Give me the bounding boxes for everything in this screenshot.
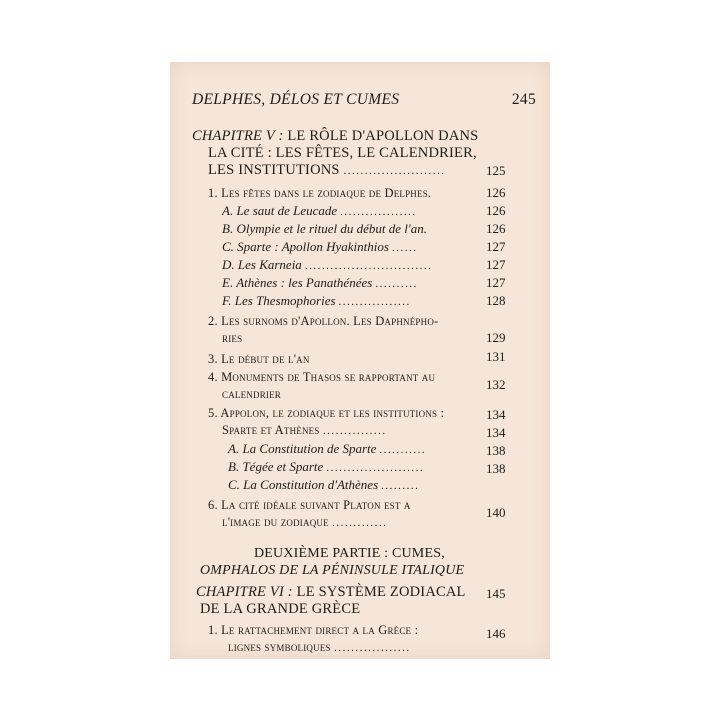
book-page	[170, 62, 550, 659]
toc-entry-1-page: 126	[486, 185, 506, 200]
toc-entry-6-page: 140	[486, 505, 506, 520]
toc-entry-1a-text: A. Le saut de Leucade	[222, 203, 338, 218]
toc-entry-1c-page: 127	[486, 239, 506, 254]
toc-entry-4: 4. Monuments de Thasos se rapportant au	[208, 370, 436, 384]
toc-entry-1c-text: C. Sparte : Apollon Hyakinthios	[222, 239, 389, 254]
part-2-line-2: OMPHALOS DE LA PÉNINSULE ITALIQUE	[200, 563, 465, 578]
toc-entry-5a	[228, 441, 426, 458]
toc-entry-1d	[222, 257, 433, 274]
chapter-5-line-3-text: LES INSTITUTIONS	[208, 162, 340, 178]
running-header	[192, 91, 536, 109]
leader-dots: ......	[392, 242, 418, 254]
leader-dots: .............	[332, 517, 388, 529]
toc-entry-1: 1. Les fêtes dans le zodiaque de Delphes.	[208, 186, 432, 200]
chapter-6-prefix: CHAPITRE VI :	[196, 584, 293, 600]
toc-entry-1f	[222, 293, 411, 310]
leader-dots: ...............	[322, 425, 387, 437]
toc-entry-6-cont	[222, 514, 387, 531]
toc-entry-5c-text: C. La Constitution d'Athènes	[228, 477, 379, 492]
toc-entry-6: 6. La cité idéale suivant Platon est a	[208, 498, 411, 512]
leader-dots: .........	[381, 480, 420, 492]
leader-dots: ...........	[379, 444, 427, 456]
chapter-5-page: 125	[486, 163, 506, 178]
toc-entry-1e	[222, 275, 418, 292]
toc-entry-1d-text: D. Les Karneia	[222, 257, 302, 272]
leader-dots: .................	[338, 296, 412, 308]
toc-entry-5c	[228, 477, 420, 494]
chapter-6-line-1: LE SYSTÈME ZODIACAL	[296, 584, 466, 600]
toc-entry-1f-page: 128	[486, 293, 506, 308]
toc-entry-ch6-1-cont-text: lignes symboliques	[228, 640, 331, 654]
toc-entry-3-page: 131	[486, 349, 506, 364]
leader-dots: ........................	[343, 165, 446, 177]
leader-dots: ..........	[375, 278, 419, 290]
toc-entry-1a	[222, 203, 417, 220]
toc-entry-1c	[222, 239, 418, 256]
toc-entry-5-cont-text: Sparte et Athènes	[222, 423, 320, 437]
chapter-6-page: 145	[486, 586, 506, 601]
chapter-5-line-3	[208, 162, 446, 179]
toc-entry-1b: B. Olympie et le rituel du début de l'an.	[222, 221, 427, 236]
toc-entry-ch6-1-cont	[228, 639, 411, 656]
chapter-5-line-2: LA CITÉ : LES FÊTES, LE CALENDRIER,	[208, 145, 477, 161]
toc-entry-2: 2. Les surnoms d'Apollon. Les Daphnépho-	[208, 314, 439, 328]
toc-entry-1a-page: 126	[486, 203, 506, 218]
toc-entry-6-cont-text: l'image du zodiaque	[222, 515, 329, 529]
chapter-6-line-2: DE LA GRANDE GRÈCE	[200, 601, 361, 617]
toc-entry-2-page: 129	[486, 330, 506, 345]
page-number: 245	[511, 91, 536, 108]
toc-entry-5b-page: 138	[486, 443, 506, 458]
leader-dots: ..................	[334, 642, 411, 654]
toc-entry-4-page: 132	[486, 377, 506, 392]
toc-entry-1b-page: 126	[486, 221, 506, 236]
toc-entry-2-cont: ries	[222, 331, 243, 345]
leader-dots: ..............................	[305, 260, 433, 272]
toc-entry-1e-text: E. Athènes : les Panathénées	[222, 275, 373, 290]
toc-entry-1e-page: 127	[486, 275, 506, 290]
toc-entry-3: 3. Le début de l'an	[208, 352, 310, 366]
toc-entry-1d-page: 127	[486, 257, 506, 272]
toc-entry-ch6-1-page: 146	[486, 626, 506, 641]
toc-entry-5-cont	[222, 422, 387, 439]
toc-entry-5a-text: A. La Constitution de Sparte	[228, 441, 377, 456]
toc-entry-5c-page: 138	[486, 461, 506, 476]
leader-dots: .......................	[326, 462, 425, 474]
toc-entry-5b-text: B. Tégée et Sparte	[228, 459, 324, 474]
part-2-line-1: DEUXIÈME PARTIE : CUMES,	[254, 546, 445, 561]
toc-entry-4-cont: calendrier	[222, 387, 281, 401]
toc-entry-5b	[228, 459, 424, 476]
chapter-5-prefix: CHAPITRE V :	[192, 128, 284, 144]
toc-entry-5a-page: 134	[486, 425, 506, 440]
chapter-5-line-1: LE RÔLE D'APOLLON DANS	[287, 128, 479, 144]
chapter-5-title	[192, 128, 478, 144]
toc-entry-ch6-1: 1. Le rattachement direct a la Grèce :	[208, 623, 419, 637]
leader-dots: ..................	[340, 206, 417, 218]
toc-entry-5-page: 134	[486, 407, 506, 422]
chapter-6-title	[196, 584, 466, 600]
toc-entry-1f-text: F. Les Thesmophories	[222, 293, 336, 308]
running-title: DELPHES, DÉLOS ET CUMES	[192, 91, 400, 108]
toc-entry-5: 5. Appolon, le zodiaque et les institutions :	[208, 406, 445, 420]
